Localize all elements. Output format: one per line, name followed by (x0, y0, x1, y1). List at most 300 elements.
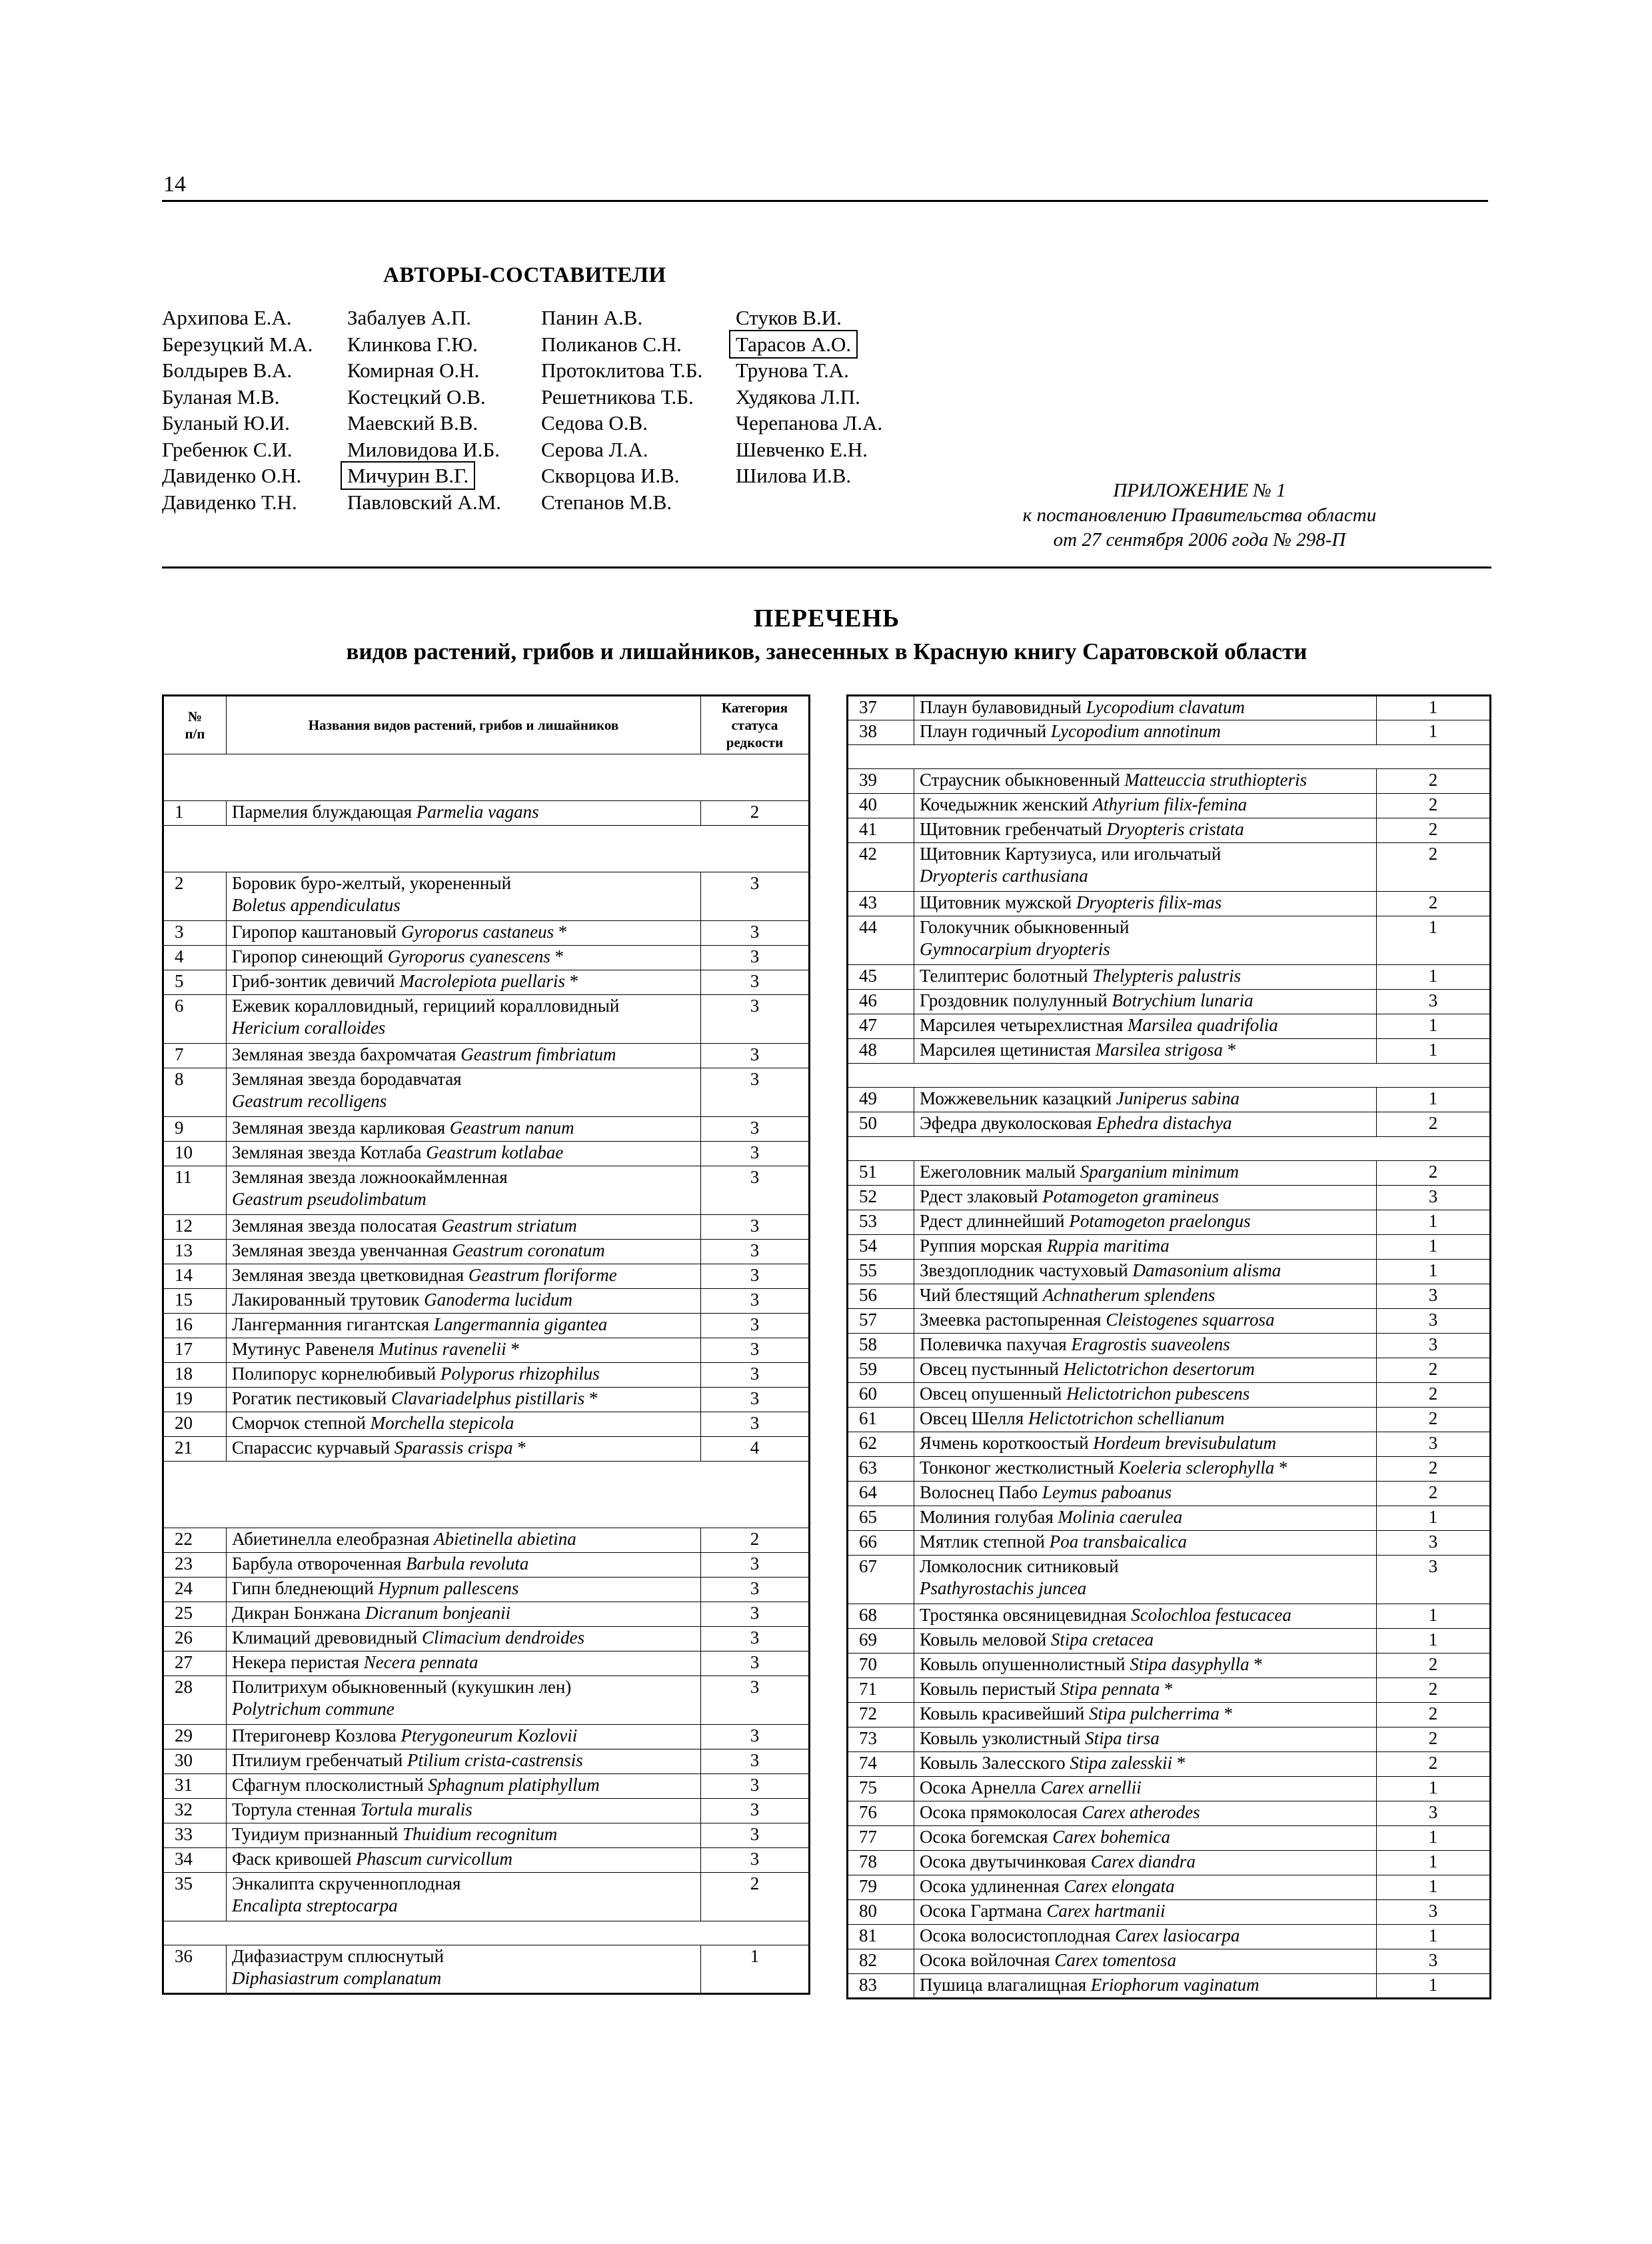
species-russian-name: Туидиум признанный (232, 1824, 403, 1844)
species-row (848, 965, 1491, 990)
author-name-text: Буланый Ю.И. (162, 411, 290, 435)
species-number: 76 (848, 1801, 914, 1826)
species-number: 40 (848, 794, 914, 818)
header-name: Названия видов растений, грибов и лишайников (227, 696, 701, 754)
species-row (848, 1974, 1491, 1999)
species-row (163, 921, 810, 946)
species-row (848, 892, 1491, 916)
species-russian-name: Земляная звезда ложноокаймленная (232, 1167, 508, 1187)
species-number: 28 (163, 1676, 227, 1725)
species-name (227, 1528, 701, 1553)
species-name (914, 1186, 1377, 1210)
species-number: 72 (848, 1703, 914, 1727)
rarity-category: 2 (1377, 1703, 1491, 1727)
species-number: 35 (163, 1873, 227, 1921)
species-russian-name: Земляная звезда бахромчатая (232, 1044, 461, 1064)
species-name (914, 1925, 1377, 1949)
species-number: 75 (848, 1777, 914, 1801)
rarity-category: 1 (1377, 1974, 1491, 1999)
species-russian-name: Марсилея щетинистая (920, 1040, 1096, 1060)
species-russian-name: Земляная звезда Котлаба (232, 1142, 426, 1162)
author-name-text: Поликанов С.Н. (541, 332, 682, 356)
species-row (163, 1725, 810, 1749)
species-latin-name: Koeleria sclerophylla (1118, 1458, 1275, 1478)
author-name-text: Комирная О.Н. (347, 359, 480, 382)
species-number: 15 (163, 1289, 227, 1314)
species-name (227, 1602, 701, 1627)
rarity-category: 2 (1377, 892, 1491, 916)
species-latin-name: Dryopteris filix-mas (1076, 892, 1222, 912)
species-latin-name: Lycopodium clavatum (1086, 697, 1245, 717)
species-number: 25 (163, 1602, 227, 1627)
species-number: 41 (848, 818, 914, 843)
group-row (163, 1462, 810, 1528)
rarity-category: 2 (1377, 1408, 1491, 1432)
species-number: 45 (848, 965, 914, 990)
species-number: 57 (848, 1309, 914, 1334)
species-mark: * (1274, 1458, 1288, 1478)
species-row (848, 1260, 1491, 1284)
rarity-category: 2 (1377, 769, 1491, 794)
species-name (227, 1774, 701, 1799)
species-row (163, 1338, 810, 1363)
species-number: 32 (163, 1799, 227, 1823)
species-number: 74 (848, 1752, 914, 1777)
rarity-category: 3 (701, 1264, 810, 1289)
author-name (162, 463, 313, 489)
species-name (227, 1289, 701, 1314)
author-name-text: Степанов М.В. (541, 490, 672, 514)
species-number: 69 (848, 1629, 914, 1654)
species-russian-name: Земляная звезда цветковидная (232, 1265, 468, 1285)
rarity-category: 3 (701, 1215, 810, 1240)
species-number: 16 (163, 1314, 227, 1338)
rarity-category: 2 (1377, 1383, 1491, 1408)
species-latin-name: Eragrostis suaveolens (1071, 1334, 1230, 1354)
group-row (163, 754, 810, 801)
species-russian-name: Можжевельник казацкий (920, 1088, 1116, 1108)
species-name (914, 1482, 1377, 1506)
species-name (914, 843, 1377, 892)
species-name (227, 801, 701, 826)
header-num: № п/п (163, 696, 227, 754)
species-row (848, 1358, 1491, 1383)
species-name (914, 1727, 1377, 1752)
rarity-category: 2 (1377, 1482, 1491, 1506)
rarity-category: 2 (701, 1528, 810, 1553)
species-russian-name: Марсилея четырехлистная (920, 1015, 1128, 1035)
species-row (163, 1676, 810, 1725)
author-name-text: Черепанова Л.А. (736, 411, 883, 435)
author-name-text: Худякова Л.П. (736, 385, 860, 409)
species-name (914, 1432, 1377, 1457)
species-name (227, 1166, 701, 1215)
species-row (848, 1235, 1491, 1260)
species-russian-name: Ломколосник ситниковый (920, 1556, 1119, 1576)
species-latin-name: Ruppia maritima (1046, 1236, 1170, 1256)
author-name (162, 357, 313, 384)
species-row (163, 1627, 810, 1652)
species-latin-name: Mutinus ravenelii (379, 1339, 506, 1359)
species-russian-name: Щитовник Картузиуса, или игольчатый (920, 844, 1222, 864)
species-row (163, 1388, 810, 1412)
rarity-category: 3 (701, 1553, 810, 1578)
species-name (227, 946, 701, 970)
species-number: 6 (163, 995, 227, 1044)
species-number: 59 (848, 1358, 914, 1383)
species-latin-name: Athyrium filix-femina (1092, 794, 1247, 814)
species-row (848, 916, 1491, 965)
species-number: 61 (848, 1408, 914, 1432)
rarity-category: 3 (701, 1799, 810, 1823)
species-row (163, 1314, 810, 1338)
species-name (914, 1383, 1377, 1408)
page-number: 14 (163, 172, 186, 197)
species-latin-name: Dryopteris carthusiana (920, 866, 1088, 886)
species-name (227, 1799, 701, 1823)
species-russian-name: Пармелия блуждающая (232, 802, 416, 822)
species-row (848, 720, 1491, 745)
author-name-text: Буланая М.В. (162, 385, 280, 409)
species-number: 20 (163, 1412, 227, 1437)
species-latin-name: Hypnum pallescens (378, 1578, 519, 1598)
species-row (848, 1875, 1491, 1900)
species-russian-name: Политрихум обыкновенный (кукушкин лен) (232, 1677, 572, 1697)
rarity-category: 1 (1377, 1039, 1491, 1064)
author-name-text: Березуцкий М.А. (162, 332, 313, 356)
species-latin-name: Stipa pulcherrima (1089, 1703, 1220, 1723)
rarity-category: 1 (1377, 1925, 1491, 1949)
species-row (848, 1654, 1491, 1678)
author-name (736, 410, 882, 437)
species-latin-name: Helictotrichon schellianum (1028, 1408, 1225, 1428)
species-russian-name: Голокучник обыкновенный (920, 917, 1130, 937)
species-russian-name: Земляная звезда увенчанная (232, 1240, 452, 1260)
species-row (163, 1215, 810, 1240)
species-mark: * (512, 1438, 526, 1458)
species-russian-name: Осока двутычинковая (920, 1851, 1091, 1871)
species-row (848, 818, 1491, 843)
author-name (162, 331, 313, 358)
species-number: 33 (163, 1823, 227, 1848)
species-russian-name: Волоснец Пабо (920, 1482, 1042, 1502)
species-number: 18 (163, 1363, 227, 1388)
author-name (162, 437, 313, 463)
species-number: 65 (848, 1506, 914, 1531)
species-name (227, 1142, 701, 1166)
species-latin-name: Stipa dasyphylla (1130, 1654, 1249, 1674)
species-russian-name: Птилиум гребенчатый (232, 1750, 408, 1770)
species-russian-name: Осока войлочная (920, 1950, 1055, 1970)
rarity-category: 3 (701, 1289, 810, 1314)
species-number: 83 (848, 1974, 914, 1999)
species-number: 36 (163, 1945, 227, 1994)
species-number: 49 (848, 1088, 914, 1112)
species-name (914, 1161, 1377, 1186)
species-russian-name: Ковыль красивейший (920, 1703, 1090, 1723)
species-russian-name: Змеевка растопыренная (920, 1310, 1106, 1330)
author-name (347, 384, 501, 411)
species-russian-name: Мутинус Равенеля (232, 1339, 379, 1359)
authors-column-2 (347, 305, 501, 515)
species-latin-name: Juniperus sabina (1116, 1088, 1240, 1108)
author-name-text: Гребенюк С.И. (162, 437, 293, 461)
species-latin-name: Parmelia vagans (416, 802, 539, 822)
species-latin-name: Marsilea quadrifolia (1128, 1015, 1278, 1035)
species-name (914, 1604, 1377, 1629)
species-mark: * (1249, 1654, 1263, 1674)
author-name (541, 463, 702, 489)
author-name (162, 305, 313, 331)
species-russian-name: Ежевик коралловидный, герициий коралловидный (232, 996, 620, 1016)
species-row (848, 1506, 1491, 1531)
species-row (848, 1801, 1491, 1826)
author-name-text: Панин А.В. (541, 306, 643, 329)
author-name-text: Скворцова И.В. (541, 464, 680, 487)
author-name (541, 305, 702, 331)
species-russian-name: Эфедра двуколосковая (920, 1113, 1097, 1133)
species-row (848, 1604, 1491, 1629)
table-header-row (163, 696, 810, 754)
rarity-category: 3 (701, 1142, 810, 1166)
species-mark: * (584, 1388, 598, 1408)
species-name (914, 1039, 1377, 1064)
species-mark: * (554, 922, 568, 942)
rarity-category: 3 (1377, 1186, 1491, 1210)
species-name (914, 1801, 1377, 1826)
rarity-category: 3 (701, 1338, 810, 1363)
species-number: 4 (163, 946, 227, 970)
species-name (227, 1725, 701, 1749)
species-russian-name: Щитовник гребенчатый (920, 819, 1107, 839)
species-latin-name: Encalipta streptocarpa (232, 1895, 398, 1915)
species-row (163, 1142, 810, 1166)
author-name (541, 357, 702, 384)
author-name (736, 463, 882, 489)
species-name (914, 1974, 1377, 1999)
group-row (848, 1137, 1491, 1161)
species-name (914, 1284, 1377, 1309)
rarity-category: 3 (701, 1749, 810, 1774)
species-number: 55 (848, 1260, 914, 1284)
species-row (163, 1774, 810, 1799)
species-russian-name: Осока прямоколосая (920, 1802, 1082, 1822)
rarity-category: 1 (1377, 1506, 1491, 1531)
species-row (848, 1482, 1491, 1506)
species-russian-name: Полипорус корнелюбивый (232, 1364, 440, 1384)
rarity-category: 2 (1377, 794, 1491, 818)
rarity-category: 1 (701, 1945, 810, 1994)
species-number: 5 (163, 970, 227, 995)
rarity-category: 1 (1377, 1851, 1491, 1875)
rarity-category: 1 (1377, 1088, 1491, 1112)
species-russian-name: Тортула стенная (232, 1799, 361, 1819)
species-name (227, 1437, 701, 1462)
author-name-text: Клинкова Г.Ю. (347, 332, 478, 356)
species-latin-name: Stipa cretacea (1050, 1630, 1154, 1650)
author-name-text: Стуков В.И. (736, 306, 842, 329)
species-number: 21 (163, 1437, 227, 1462)
rarity-category: 2 (1377, 818, 1491, 843)
author-name (736, 305, 882, 331)
species-row (848, 1752, 1491, 1777)
rarity-category: 1 (1377, 1014, 1491, 1039)
species-row (848, 1777, 1491, 1801)
species-name (227, 1388, 701, 1412)
species-russian-name: Рогатик пестиковый (232, 1388, 391, 1408)
species-name (227, 1553, 701, 1578)
species-russian-name: Молиния голубая (920, 1507, 1058, 1527)
species-name (914, 1408, 1377, 1432)
rarity-category: 3 (701, 1363, 810, 1388)
species-latin-name: Geastrum floriforme (468, 1265, 617, 1285)
author-name (162, 489, 313, 516)
species-russian-name: Гриб-зонтик девичий (232, 971, 400, 991)
species-number: 3 (163, 921, 227, 946)
species-russian-name: Рдест злаковый (920, 1186, 1043, 1206)
author-name-text: Серова Л.А. (541, 437, 648, 461)
species-latin-name: Geastrum pseudolimbatum (232, 1189, 426, 1209)
species-row (848, 990, 1491, 1014)
species-name (227, 1363, 701, 1388)
rarity-category: 3 (1377, 1949, 1491, 1974)
species-latin-name: Geastrum kotlabae (426, 1142, 564, 1162)
species-row (848, 1531, 1491, 1556)
species-russian-name: Климаций древовидный (232, 1628, 422, 1648)
species-russian-name: Дифазиаструм сплюснутый (232, 1946, 444, 1966)
species-row (163, 1873, 810, 1921)
species-mark: * (1172, 1753, 1186, 1773)
authors-column-3 (541, 305, 702, 515)
species-row (848, 1014, 1491, 1039)
species-number: 19 (163, 1388, 227, 1412)
species-russian-name: Лакированный трутовик (232, 1290, 424, 1310)
rarity-category: 3 (701, 1578, 810, 1602)
species-name (914, 965, 1377, 990)
rarity-category: 1 (1377, 696, 1491, 720)
species-latin-name: Helictotrichon pubescens (1066, 1384, 1250, 1404)
species-name (914, 1260, 1377, 1284)
species-number: 80 (848, 1900, 914, 1925)
species-number: 31 (163, 1774, 227, 1799)
rarity-category: 2 (1377, 1654, 1491, 1678)
species-number: 62 (848, 1432, 914, 1457)
species-mark: * (550, 946, 564, 966)
species-number: 53 (848, 1210, 914, 1235)
species-latin-name: Damasonium alisma (1132, 1260, 1281, 1280)
rarity-category: 3 (701, 1725, 810, 1749)
species-russian-name: Энкалипта скрученноплодная (232, 1873, 461, 1893)
species-name (914, 892, 1377, 916)
species-russian-name: Осока удлиненная (920, 1876, 1064, 1896)
species-latin-name: Geastrum recolligens (232, 1091, 387, 1111)
species-row (848, 1851, 1491, 1875)
species-name (914, 1088, 1377, 1112)
species-name (227, 1823, 701, 1848)
rarity-category: 3 (1377, 1556, 1491, 1604)
author-name (736, 437, 882, 463)
species-name (914, 1875, 1377, 1900)
species-russian-name: Гиропор каштановый (232, 922, 401, 942)
rarity-category: 3 (1377, 1900, 1491, 1925)
species-latin-name: Thuidium recognitum (403, 1824, 558, 1844)
rarity-category: 3 (701, 1848, 810, 1873)
species-latin-name: Abietinella abietina (434, 1529, 576, 1549)
author-name-text: Миловидова И.Б. (347, 437, 500, 461)
species-latin-name: Boletus appendiculatus (232, 895, 401, 915)
author-name (162, 384, 313, 411)
rarity-category: 3 (1377, 1309, 1491, 1334)
species-number: 51 (848, 1161, 914, 1186)
species-number: 7 (163, 1044, 227, 1068)
rarity-category: 2 (1377, 1678, 1491, 1703)
species-latin-name: Thelypteris palustris (1092, 966, 1241, 986)
species-row (163, 1068, 810, 1117)
species-russian-name: Кочедыжник женский (920, 794, 1093, 814)
author-name (347, 463, 501, 489)
species-russian-name: Лангерманния гигантская (232, 1314, 434, 1334)
species-number: 12 (163, 1215, 227, 1240)
rarity-category: 3 (1377, 990, 1491, 1014)
species-row (163, 1553, 810, 1578)
species-number: 34 (163, 1848, 227, 1873)
species-name (914, 1531, 1377, 1556)
species-russian-name: Спарассис курчавый (232, 1438, 395, 1458)
author-name-text: Болдырев В.А. (162, 359, 293, 382)
species-row (848, 1284, 1491, 1309)
species-mark: * (1219, 1703, 1234, 1723)
list-title: ПЕРЕЧЕНЬ (753, 604, 900, 632)
species-russian-name: Ежеголовник малый (920, 1162, 1080, 1182)
species-name (227, 1338, 701, 1363)
species-russian-name: Гипн бледнеющий (232, 1578, 379, 1598)
species-number: 70 (848, 1654, 914, 1678)
species-row (848, 1383, 1491, 1408)
species-row (848, 843, 1491, 892)
author-name-text: Забалуев А.П. (347, 306, 472, 329)
species-row (163, 1823, 810, 1848)
species-row (163, 1289, 810, 1314)
species-latin-name: Dicranum bonjeanii (365, 1603, 511, 1623)
species-number: 2 (163, 872, 227, 921)
species-latin-name: Geastrum coronatum (452, 1240, 605, 1260)
appendix-line-1: ПРИЛОЖЕНИЕ № 1 (1113, 480, 1286, 501)
rarity-category: 3 (701, 1388, 810, 1412)
species-row (848, 769, 1491, 794)
species-number: 37 (848, 696, 914, 720)
species-latin-name: Necera pennata (363, 1652, 478, 1672)
species-row (848, 1186, 1491, 1210)
rarity-category: 3 (701, 1823, 810, 1848)
species-number: 46 (848, 990, 914, 1014)
rarity-category: 3 (701, 1314, 810, 1338)
rarity-category: 2 (701, 801, 810, 826)
species-row (163, 995, 810, 1044)
species-row (163, 872, 810, 921)
rarity-category: 3 (701, 1412, 810, 1437)
species-name (227, 921, 701, 946)
species-russian-name: Земляная звезда карликовая (232, 1118, 450, 1138)
species-row (848, 1210, 1491, 1235)
species-russian-name: Ковыль меловой (920, 1630, 1051, 1650)
species-name (227, 872, 701, 921)
species-row (848, 1039, 1491, 1064)
species-latin-name: Eriophorum vaginatum (1090, 1975, 1259, 1995)
species-table-right (846, 694, 1491, 1999)
species-row (848, 1432, 1491, 1457)
author-name (347, 357, 501, 384)
species-russian-name: Ковыль узколистный (920, 1728, 1086, 1748)
